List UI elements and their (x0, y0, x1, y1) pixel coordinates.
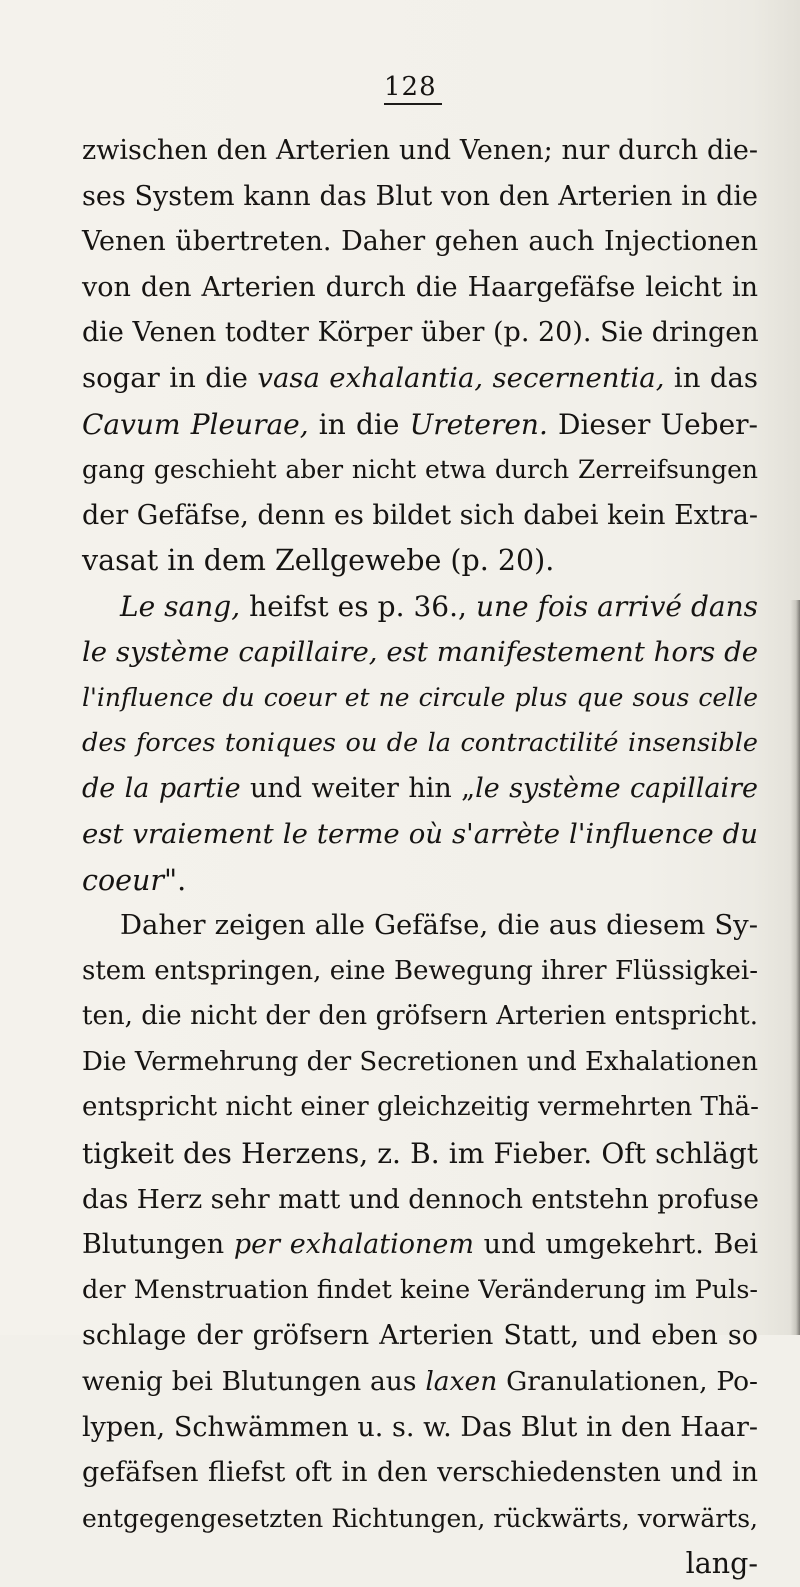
page-number: 128 (384, 74, 442, 105)
text-segment: zwischen den Arterien und Venen; nur durch die- (82, 135, 758, 166)
text-line (82, 493, 758, 539)
page-edge-shadow (790, 600, 800, 1335)
text-segment: Daher zeigen alle Gefäfse, die aus diesem Sy- (120, 909, 758, 942)
italic-segment: per exhalationem (233, 1229, 474, 1261)
text-line (82, 903, 758, 949)
text-line (82, 447, 758, 493)
text-line (82, 630, 758, 676)
text-line (82, 1541, 758, 1587)
text-segment: und weiter hin „ (240, 773, 476, 805)
text-segment: heifst es p. 36., (240, 589, 476, 623)
text-line (82, 1405, 758, 1451)
italic-segment: vasa exhalantia, secernentia, (257, 361, 665, 394)
text-segment: wenig bei Blutungen aus (82, 1366, 426, 1398)
text-segment: gang geschieht aber nicht etwa durch Zerreifsungen (82, 455, 758, 485)
text-line (82, 1040, 758, 1086)
text-line (82, 766, 758, 812)
text-segment: ". (163, 863, 187, 897)
text-line (82, 265, 758, 311)
text-line (82, 1359, 758, 1405)
text-line (82, 356, 758, 402)
body-text (82, 128, 758, 1587)
text-segment: Blutungen (82, 1229, 234, 1261)
italic-segment: coeur (82, 863, 164, 897)
italic-segment: est vraiement le terme où s'arrète l'influence du (82, 817, 758, 850)
italic-segment: Cavum Pleurae, (82, 407, 309, 441)
text-line (82, 310, 758, 356)
text-segment: in das (664, 361, 759, 394)
text-line (82, 675, 758, 721)
text-segment: schlage der gröfsern Arterien Statt, und eben so (82, 1320, 758, 1352)
text-segment: ses System kann das Blut von den Arterien in die (82, 180, 758, 212)
text-line (82, 402, 758, 448)
text-line (82, 1313, 758, 1359)
text-line (82, 1268, 758, 1314)
italic-segment: le système capillaire, est manifestement hors de (82, 635, 758, 668)
text-line (82, 1222, 758, 1268)
text-segment: vasat in dem Zellgewebe (p. 20). (82, 544, 555, 578)
text-line (82, 721, 758, 767)
text-segment: in die (308, 407, 410, 441)
text-segment: stem entspringen, eine Bewegung ihrer Flüssigkei- (82, 955, 758, 986)
text-segment: entspricht nicht einer gleichzeitig vermehrten Thä- (82, 1092, 759, 1123)
text-segment: gefäfsen fliefst oft in den verschiedensten und in (82, 1457, 758, 1489)
text-line (82, 858, 758, 904)
text-line (82, 219, 758, 265)
text-line (82, 1496, 758, 1542)
text-segment: das Herz sehr matt und dennoch entstehn profuse (82, 1183, 759, 1215)
text-segment: die Venen todter Körper über (p. 20). Sie dringen (82, 317, 759, 349)
italic-segment: des forces toniques ou de la contractilité insensible (82, 727, 758, 758)
text-segment: sogar in die (82, 361, 258, 394)
text-line (82, 1085, 758, 1131)
text-line (82, 949, 758, 995)
text-segment: entgegengesetzten Richtungen, rückwärts, vorwärts, (82, 1503, 758, 1533)
text-line (82, 538, 758, 584)
text-segment: der Menstruation findet keine Veränderung im Puls- (82, 1274, 759, 1305)
italic-segment: une fois arrivé dans (475, 589, 758, 623)
text-segment: Dieser Ueber- (547, 407, 759, 441)
text-line (82, 174, 758, 220)
text-line (82, 1177, 758, 1223)
italic-segment: Ureteren. (409, 407, 548, 441)
text-segment: von den Arterien durch die Haargefäfse leicht in (82, 271, 758, 303)
text-segment: lang- (685, 1547, 758, 1581)
text-line (82, 994, 758, 1040)
text-line (82, 584, 758, 630)
italic-segment: Le sang, (120, 589, 241, 623)
text-segment: ten, die nicht der den gröfsern Arterien entspricht. (82, 1001, 758, 1032)
italic-segment: l'influence du coeur et ne circule plus que sous celle (82, 683, 758, 713)
text-line (82, 812, 758, 858)
text-segment: Die Vermehrung der Secretionen und Exhalationen (82, 1046, 758, 1077)
italic-segment: laxen (425, 1366, 498, 1398)
text-segment: tigkeit des Herzens, z. B. im Fieber. Oft schlägt (82, 1137, 758, 1171)
text-segment: lypen, Schwämmen u. s. w. Das Blut in den Haar- (82, 1411, 758, 1443)
italic-segment: de la partie (82, 773, 241, 805)
text-line (82, 1131, 758, 1177)
text-segment: Venen übertreten. Daher gehen auch Injectionen (82, 226, 758, 258)
text-segment: der Gefäfse, denn es bildet sich dabei kein Extra- (82, 499, 758, 531)
text-line (82, 1450, 758, 1496)
text-segment: Granulationen, Po- (497, 1366, 758, 1398)
italic-segment: le système capillaire (475, 773, 758, 805)
text-line (82, 128, 758, 174)
text-segment: und umgekehrt. Bei (473, 1229, 758, 1261)
